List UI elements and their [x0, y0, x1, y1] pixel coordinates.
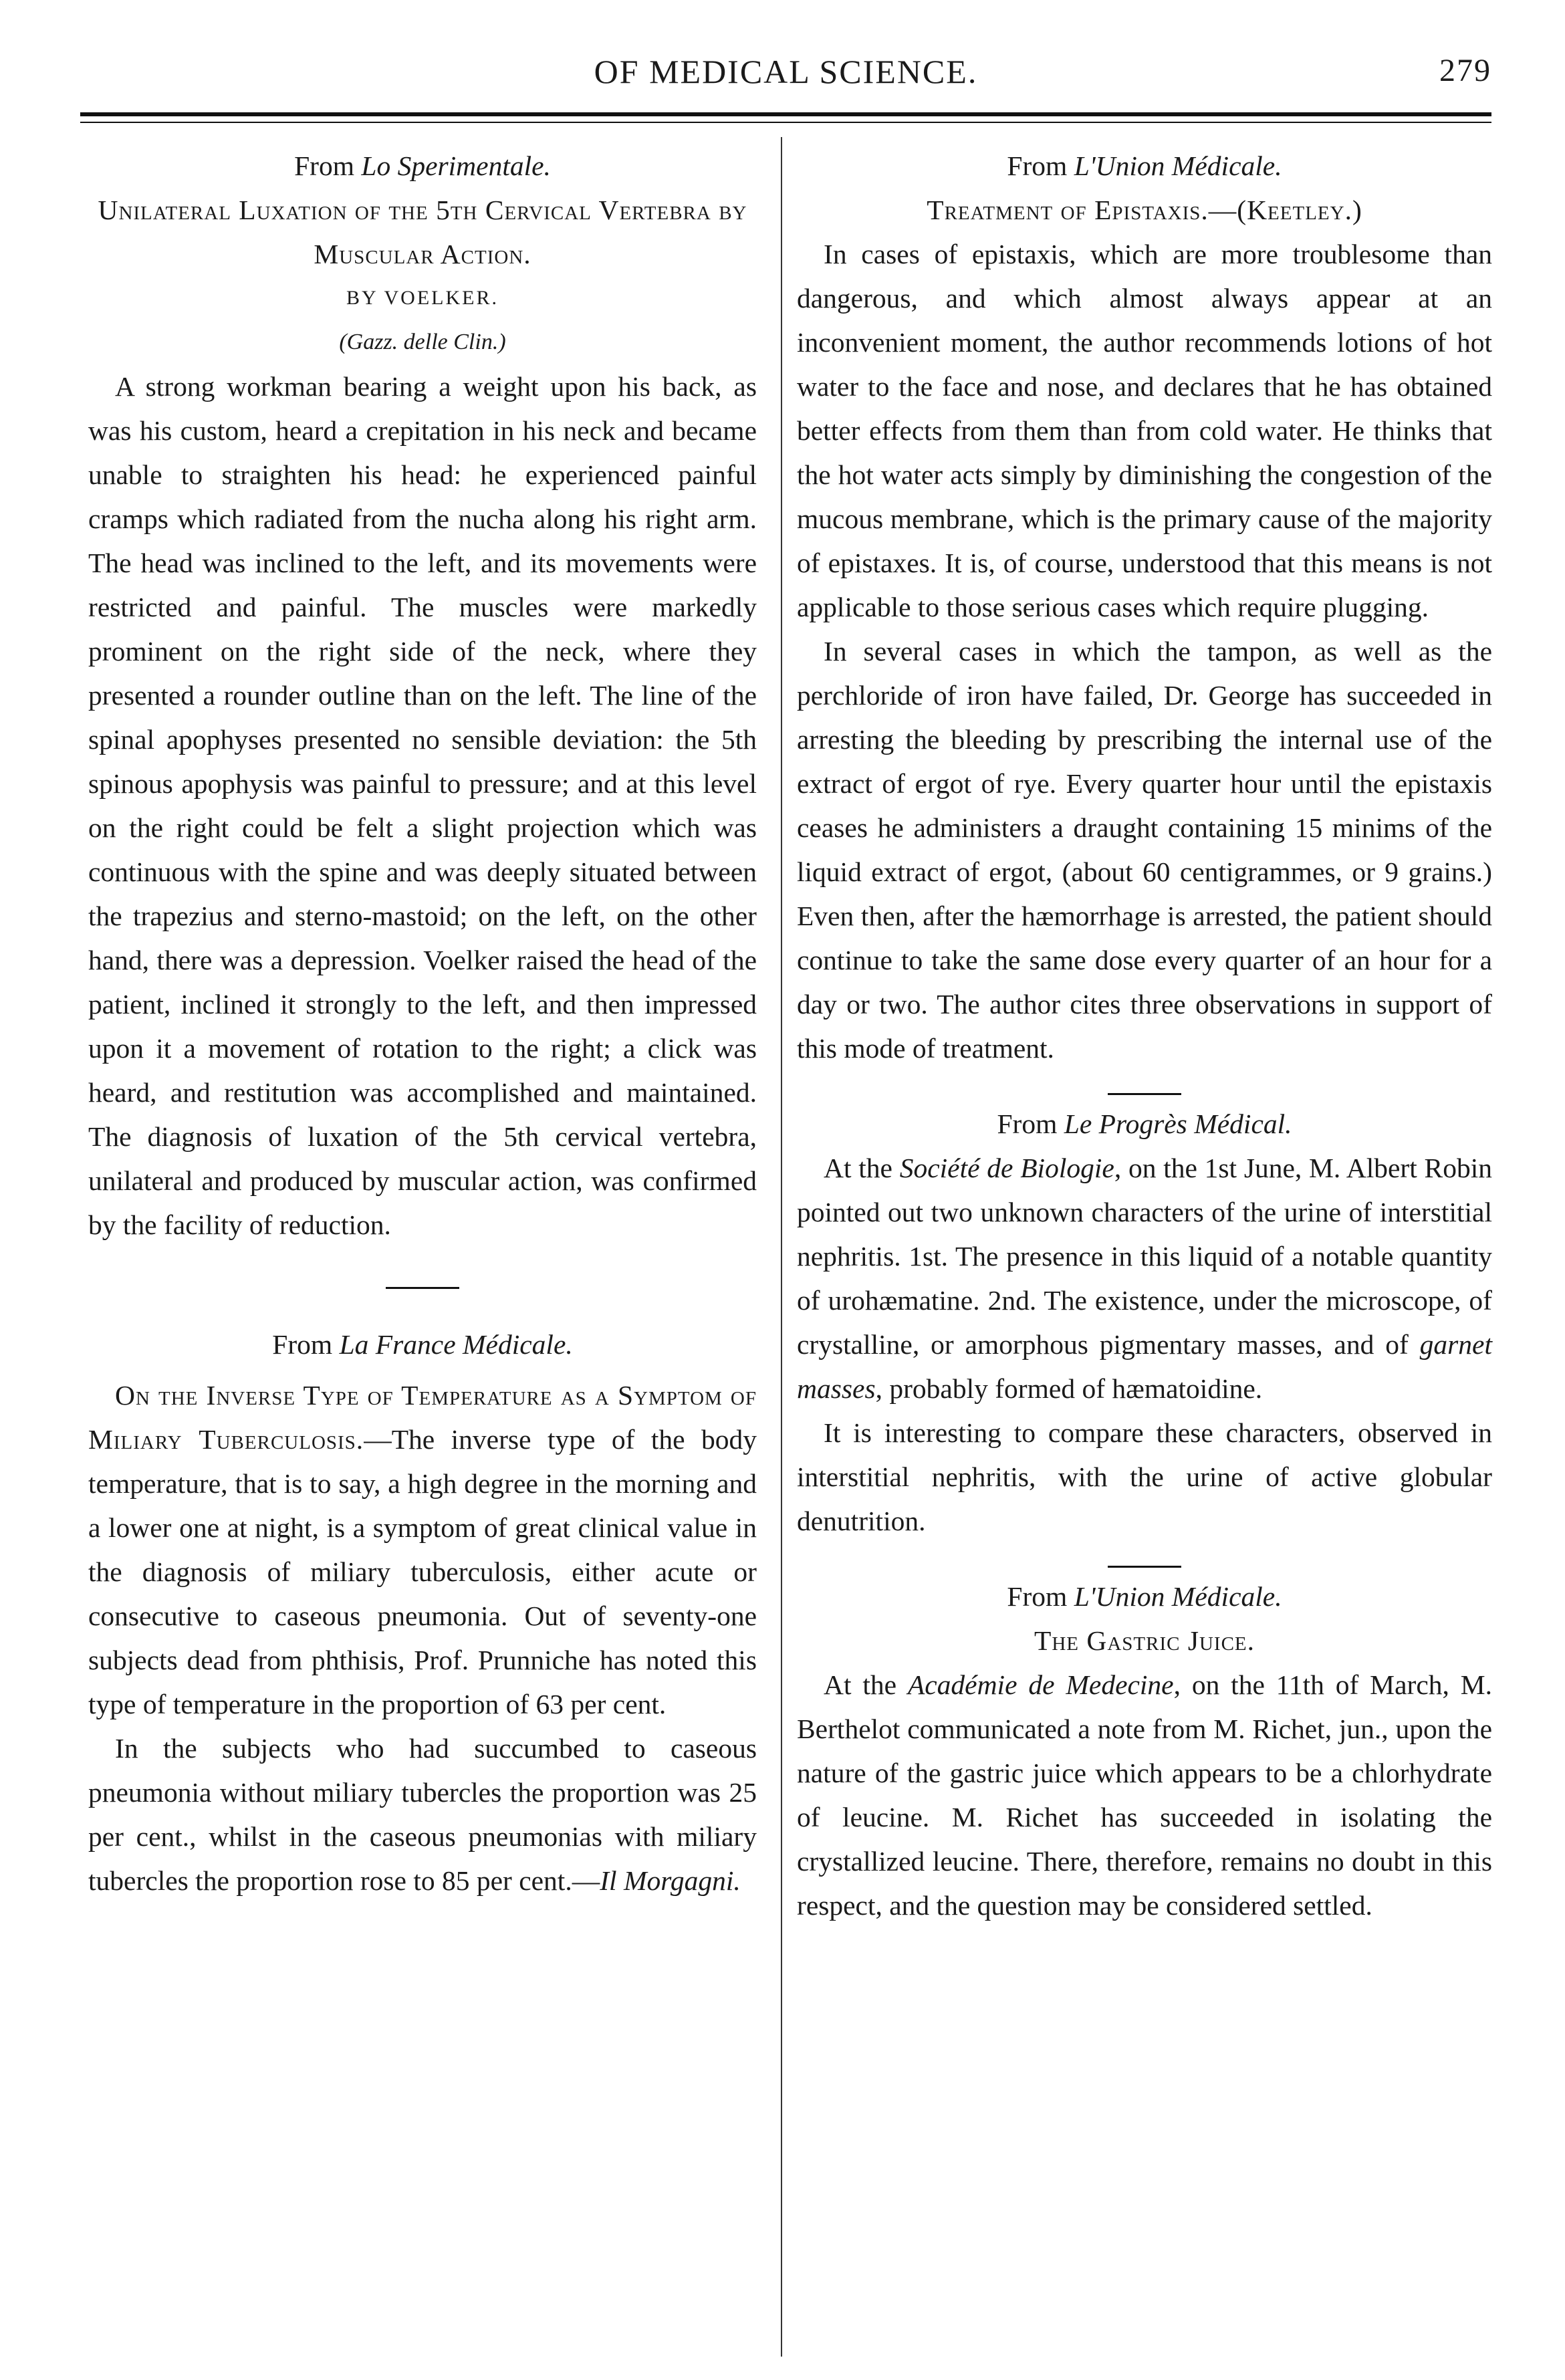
source-prefix: From — [1007, 150, 1074, 181]
article-paragraph: In cases of epistaxis, which are more troublesome than dangerous, and which almost always appear at an inconvenient moment, the author recommends lotions of hot water to the face and nose, and declares that he has obtained better effects from them than from cold water. He thinks that the hot water acts simply by diminishing the congestion of the mucous membrane, which is the primary cause of the majority of epistaxes. It is, of course, understood that this means is not applicable to those serious cases which require plugging. — [797, 239, 1492, 622]
paragraph-text: —The inverse type of the body temperature, that is to say, a high degree in the morning and a lower one at night, is a symptom of great clinical value in the diagnosis of miliary tuberculosis, either acute or consecutive to caseous pneumonia. Out of seventy-one subjects dead from phthisis, Prof. Prunniche has noted this type of temperature in the proportion of 63 per cent. — [88, 1424, 757, 1719]
header-rule-thin — [80, 122, 1491, 123]
right-column — [797, 144, 1492, 1927]
article-gastric-juice — [797, 1574, 1492, 1927]
section-separator — [1108, 1566, 1181, 1568]
source-journal: Lo Sperimentale. — [361, 150, 551, 181]
source-prefix: From — [1007, 1581, 1074, 1612]
paragraph-text: In the subjects who had succumbed to caseous pneumonia without miliary tubercles the proportion was 25 per cent., whilst in the caseous pneumonias with miliary tubercles the proportion rose to 85 per cent.— — [88, 1733, 757, 1896]
source-prefix: From — [272, 1329, 340, 1360]
journal-reference: (Gazz. delle Clin.) — [339, 330, 506, 354]
article-title: The Gastric Juice. — [1034, 1625, 1255, 1656]
source-journal: L'Union Médicale. — [1074, 1581, 1282, 1612]
column-divider — [781, 137, 782, 2357]
section-separator — [386, 1287, 459, 1289]
article-title: Treatment of Epistaxis.—(Keetley.) — [927, 195, 1362, 225]
article-paragraph — [88, 1373, 757, 1726]
header-rule-thick — [80, 112, 1491, 116]
paragraph-text: , probably formed of hæmatoidine. — [875, 1373, 1263, 1404]
source-prefix: From — [997, 1108, 1064, 1139]
article-luxation — [88, 144, 757, 1247]
article-urine-nephritis — [797, 1102, 1492, 1543]
source-line — [797, 1102, 1492, 1146]
section-separator — [1108, 1093, 1181, 1095]
source-prefix: From — [294, 150, 362, 181]
source-journal: La France Médicale. — [339, 1329, 573, 1360]
article-title: Unilateral Luxation of the 5th Cervical Vertebra by Muscular Action. — [98, 195, 747, 269]
citation-reference: Il Morgagni. — [600, 1865, 741, 1896]
inline-title: On the Inverse Type of Temperature as a Symptom of Miliary Tuberculosis. — [88, 1380, 757, 1455]
society-name: Académie de Medecine — [907, 1669, 1174, 1700]
article-paragraph: It is interesting to compare these characters, observed in interstitial nephritis, with the urine of active globular denutrition. — [797, 1417, 1492, 1536]
page-header — [80, 52, 1491, 106]
article-paragraph — [797, 1146, 1492, 1411]
source-line — [88, 144, 757, 188]
paragraph-text: At the — [824, 1669, 908, 1700]
source-line — [797, 144, 1492, 188]
article-epistaxis — [797, 144, 1492, 1070]
left-column — [88, 144, 757, 1903]
source-line — [88, 1322, 757, 1366]
paragraph-text: , on the 11th of March, M. Berthelot communicated a note from M. Richet, jun., upon the nature of the gastric juice which appears to be a chlorhydrate of leucine. M. Richet has succeeded in isolating the crystallized leucine. There, therefore, remains no doubt in this respect, and the question may be considered settled. — [797, 1669, 1492, 1921]
page-number: 279 — [1439, 53, 1491, 88]
article-body: A strong workman bearing a weight upon his back, as was his custom, heard a crepitation in his neck and became unable to straighten his head: he experienced painful cramps which radiated from the nucha along his right arm. The head was inclined to the left, and its movements were restricted and painful. The muscles were markedly prominent on the right side of the neck, where they presented a rounder outline than on the left. The line of the spinal apophyses presented no sensible deviation: the 5th spinous apophysis was painful to pressure; and at this level on the right could be felt a slight projection which was continuous with the spine and was deeply situated between the trapezius and sterno-mastoid; on the left, on the other hand, there was a depression. Voelker raised the head of the patient, inclined it strongly to the left, and then impressed upon it a movement of rotation to the right; a click was heard, and restitution was accomplished and maintained. The diagnosis of luxation of the 5th cervical vertebra, unilateral and produced by muscular action, was confirmed by the facility of reduction. — [88, 371, 757, 1240]
paragraph-text: At the — [824, 1153, 900, 1183]
running-title: OF MEDICAL SCIENCE. — [594, 53, 978, 90]
emphasis-text: garnet masses — [797, 1329, 1492, 1404]
source-journal: Le Progrès Médical. — [1064, 1108, 1292, 1139]
paragraph-text: , on the 1st June, M. Albert Robin pointed out two unknown characters of the urine of interstitial nephritis. 1st. The presence in this liquid of a notable quantity of urohæmatine. 2nd. The existence, under the microscope, of crystalline, or amorphous pigmentary masses, and of — [797, 1153, 1492, 1360]
article-paragraph — [797, 1663, 1492, 1927]
society-name: Société de Biologie — [899, 1153, 1114, 1183]
article-inverse-temperature — [88, 1322, 757, 1903]
byline: BY VOELKER. — [346, 287, 499, 309]
article-paragraph: In several cases in which the tampon, as well as the perchloride of iron have failed, Dr. George has succeeded in arresting the bleeding by prescribing the internal use of the extract of ergot of rye. Every quarter hour until the epistaxis ceases he administers a draught containing 15 minims of the liquid extract of ergot, (about 60 centigrammes, or 9 grains.) Even then, after the hæmorrhage is arrested, the patient should continue to take the same dose every quarter of an hour for a day or two. The author cites three observations in support of this mode of treatment. — [797, 636, 1492, 1064]
article-paragraph — [88, 1726, 757, 1903]
source-line — [797, 1574, 1492, 1619]
source-journal: L'Union Médicale. — [1074, 150, 1282, 181]
